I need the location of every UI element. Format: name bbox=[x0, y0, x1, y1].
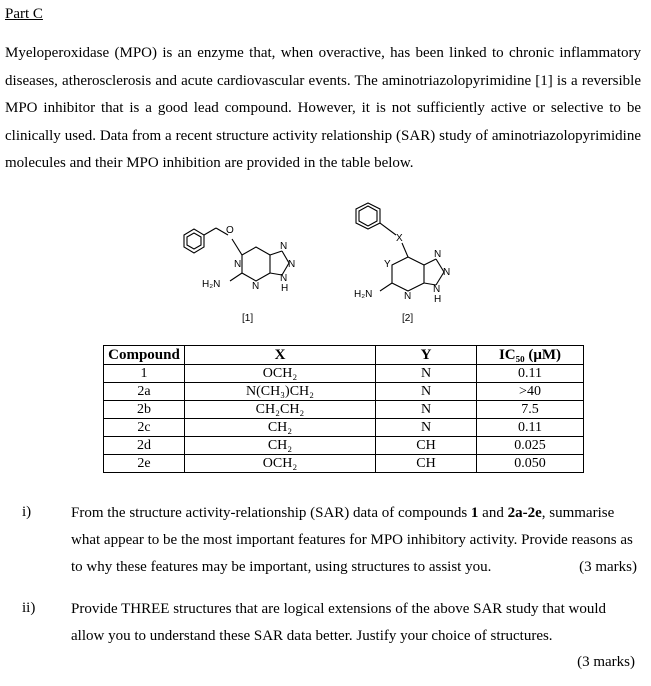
cell-ic50: >40 bbox=[477, 383, 584, 401]
structure-label-1: [1] bbox=[242, 313, 254, 324]
intro-paragraph bbox=[5, 40, 641, 178]
intro-text: Myeloperoxidase (MPO) is an enzyme that, when overactive, has been linked to chronic inflammatory diseases, atherosclerosis and acute cardiovascular events. The aminotriazolopyrimidine [1] is a reversible MPO inhibitor that is a good lead compound. However, it is not sufficiently active or selective to be clinically used. Data from a recent structure activity relationship (SAR) study of aminotriazolopyrimidine molecules and their MPO inhibition are provided in the table below. bbox=[5, 45, 641, 172]
benzene-inner-1 bbox=[187, 233, 201, 249]
nitrogen-atom-1d: N bbox=[252, 281, 260, 292]
benzene-ring-2 bbox=[356, 203, 380, 229]
cell-x: CH₂ bbox=[185, 437, 376, 455]
oxygen-atom-1: O bbox=[226, 225, 234, 236]
question-2-text: Provide THREE structures that are logical extensions of the above SAR study that would allow you to understand these SAR data better. Justify your choice of structures. bbox=[71, 601, 607, 644]
table-row bbox=[104, 383, 584, 401]
cell-y: N bbox=[376, 365, 477, 383]
cell-ic50: 0.050 bbox=[477, 455, 584, 473]
chemical-structures-figure bbox=[170, 195, 460, 330]
cell-ic50: 0.11 bbox=[477, 365, 584, 383]
sar-table bbox=[103, 345, 584, 473]
question-1-number: i) bbox=[22, 504, 32, 520]
y-substituent: Y bbox=[384, 259, 391, 270]
cell-y: N bbox=[376, 401, 477, 419]
table-row bbox=[104, 455, 584, 473]
nitrogen-atom-2d: N bbox=[404, 291, 412, 302]
question-1-text-a: From the structure activity-relationship (SAR) data of compounds bbox=[71, 505, 471, 521]
nitrogen-atom-1a: N bbox=[234, 259, 242, 270]
nh-atom-1: N bbox=[280, 273, 288, 284]
part-title: Part C bbox=[5, 6, 43, 22]
structure-label-2: [2] bbox=[402, 313, 414, 324]
cell-y: CH bbox=[376, 455, 477, 473]
cell-x: OCH₂ bbox=[185, 365, 376, 383]
cell-compound: 2b bbox=[104, 401, 185, 419]
nh-atom-2: N bbox=[433, 284, 441, 295]
hydrogen-atom-2: H bbox=[434, 294, 442, 305]
question-1-text bbox=[71, 500, 637, 581]
cell-x: CH₂CH₂ bbox=[185, 401, 376, 419]
cell-compound: 2d bbox=[104, 437, 185, 455]
question-2-number: ii) bbox=[22, 600, 36, 616]
question-1-text-b: and bbox=[478, 505, 508, 521]
cell-ic50: 0.11 bbox=[477, 419, 584, 437]
question-1-marks: (3 marks) bbox=[579, 559, 637, 575]
table-row bbox=[104, 401, 584, 419]
cell-compound: 2e bbox=[104, 455, 185, 473]
nitrogen-atom-1b: N bbox=[280, 241, 288, 252]
cell-ic50: 7.5 bbox=[477, 401, 584, 419]
pyrimidine-ring-1 bbox=[242, 247, 270, 281]
table-row bbox=[104, 419, 584, 437]
cell-ic50: 0.025 bbox=[477, 437, 584, 455]
table-row bbox=[104, 365, 584, 383]
cell-compound: 2a bbox=[104, 383, 185, 401]
pyrimidine-ring-2 bbox=[392, 257, 424, 291]
question-2-marks: (3 marks) bbox=[577, 654, 635, 670]
question-1-bold-2: 2a-2e bbox=[507, 505, 542, 521]
cell-x: CH₂ bbox=[185, 419, 376, 437]
header-y: Y bbox=[376, 346, 477, 365]
question-1-bold-1: 1 bbox=[470, 505, 479, 521]
nitrogen-atom-2c: N bbox=[443, 267, 451, 278]
cell-x: OCH₂ bbox=[185, 455, 376, 473]
header-x: X bbox=[185, 346, 376, 365]
cell-compound: 2c bbox=[104, 419, 185, 437]
cell-x: N(CH₃)CH₂ bbox=[185, 383, 376, 401]
nitrogen-atom-2b: N bbox=[434, 249, 442, 260]
question-1-text-c: , summarise what appear to be the most important features for MPO inhibitory activity. Provide reasons as to why these features may be important, using structures to assist you. bbox=[71, 505, 633, 575]
sar-table-container bbox=[103, 345, 584, 473]
table-header-row bbox=[104, 346, 584, 365]
cell-compound: 1 bbox=[104, 365, 185, 383]
benzene-inner-2 bbox=[359, 206, 377, 226]
cell-y: CH bbox=[376, 437, 477, 455]
nitrogen-atom-1c: N bbox=[288, 259, 296, 270]
cell-y: N bbox=[376, 419, 477, 437]
cell-y: N bbox=[376, 383, 477, 401]
header-compound: Compound bbox=[104, 346, 185, 365]
amine-group-1: H₂N bbox=[202, 279, 221, 290]
structures-svg bbox=[170, 195, 460, 330]
table-row bbox=[104, 437, 584, 455]
x-substituent: X bbox=[396, 233, 403, 244]
hydrogen-atom-1: H bbox=[281, 283, 289, 294]
amine-group-2: H₂N bbox=[354, 289, 373, 300]
header-ic50: IC₅₀ (μM) bbox=[477, 346, 584, 365]
